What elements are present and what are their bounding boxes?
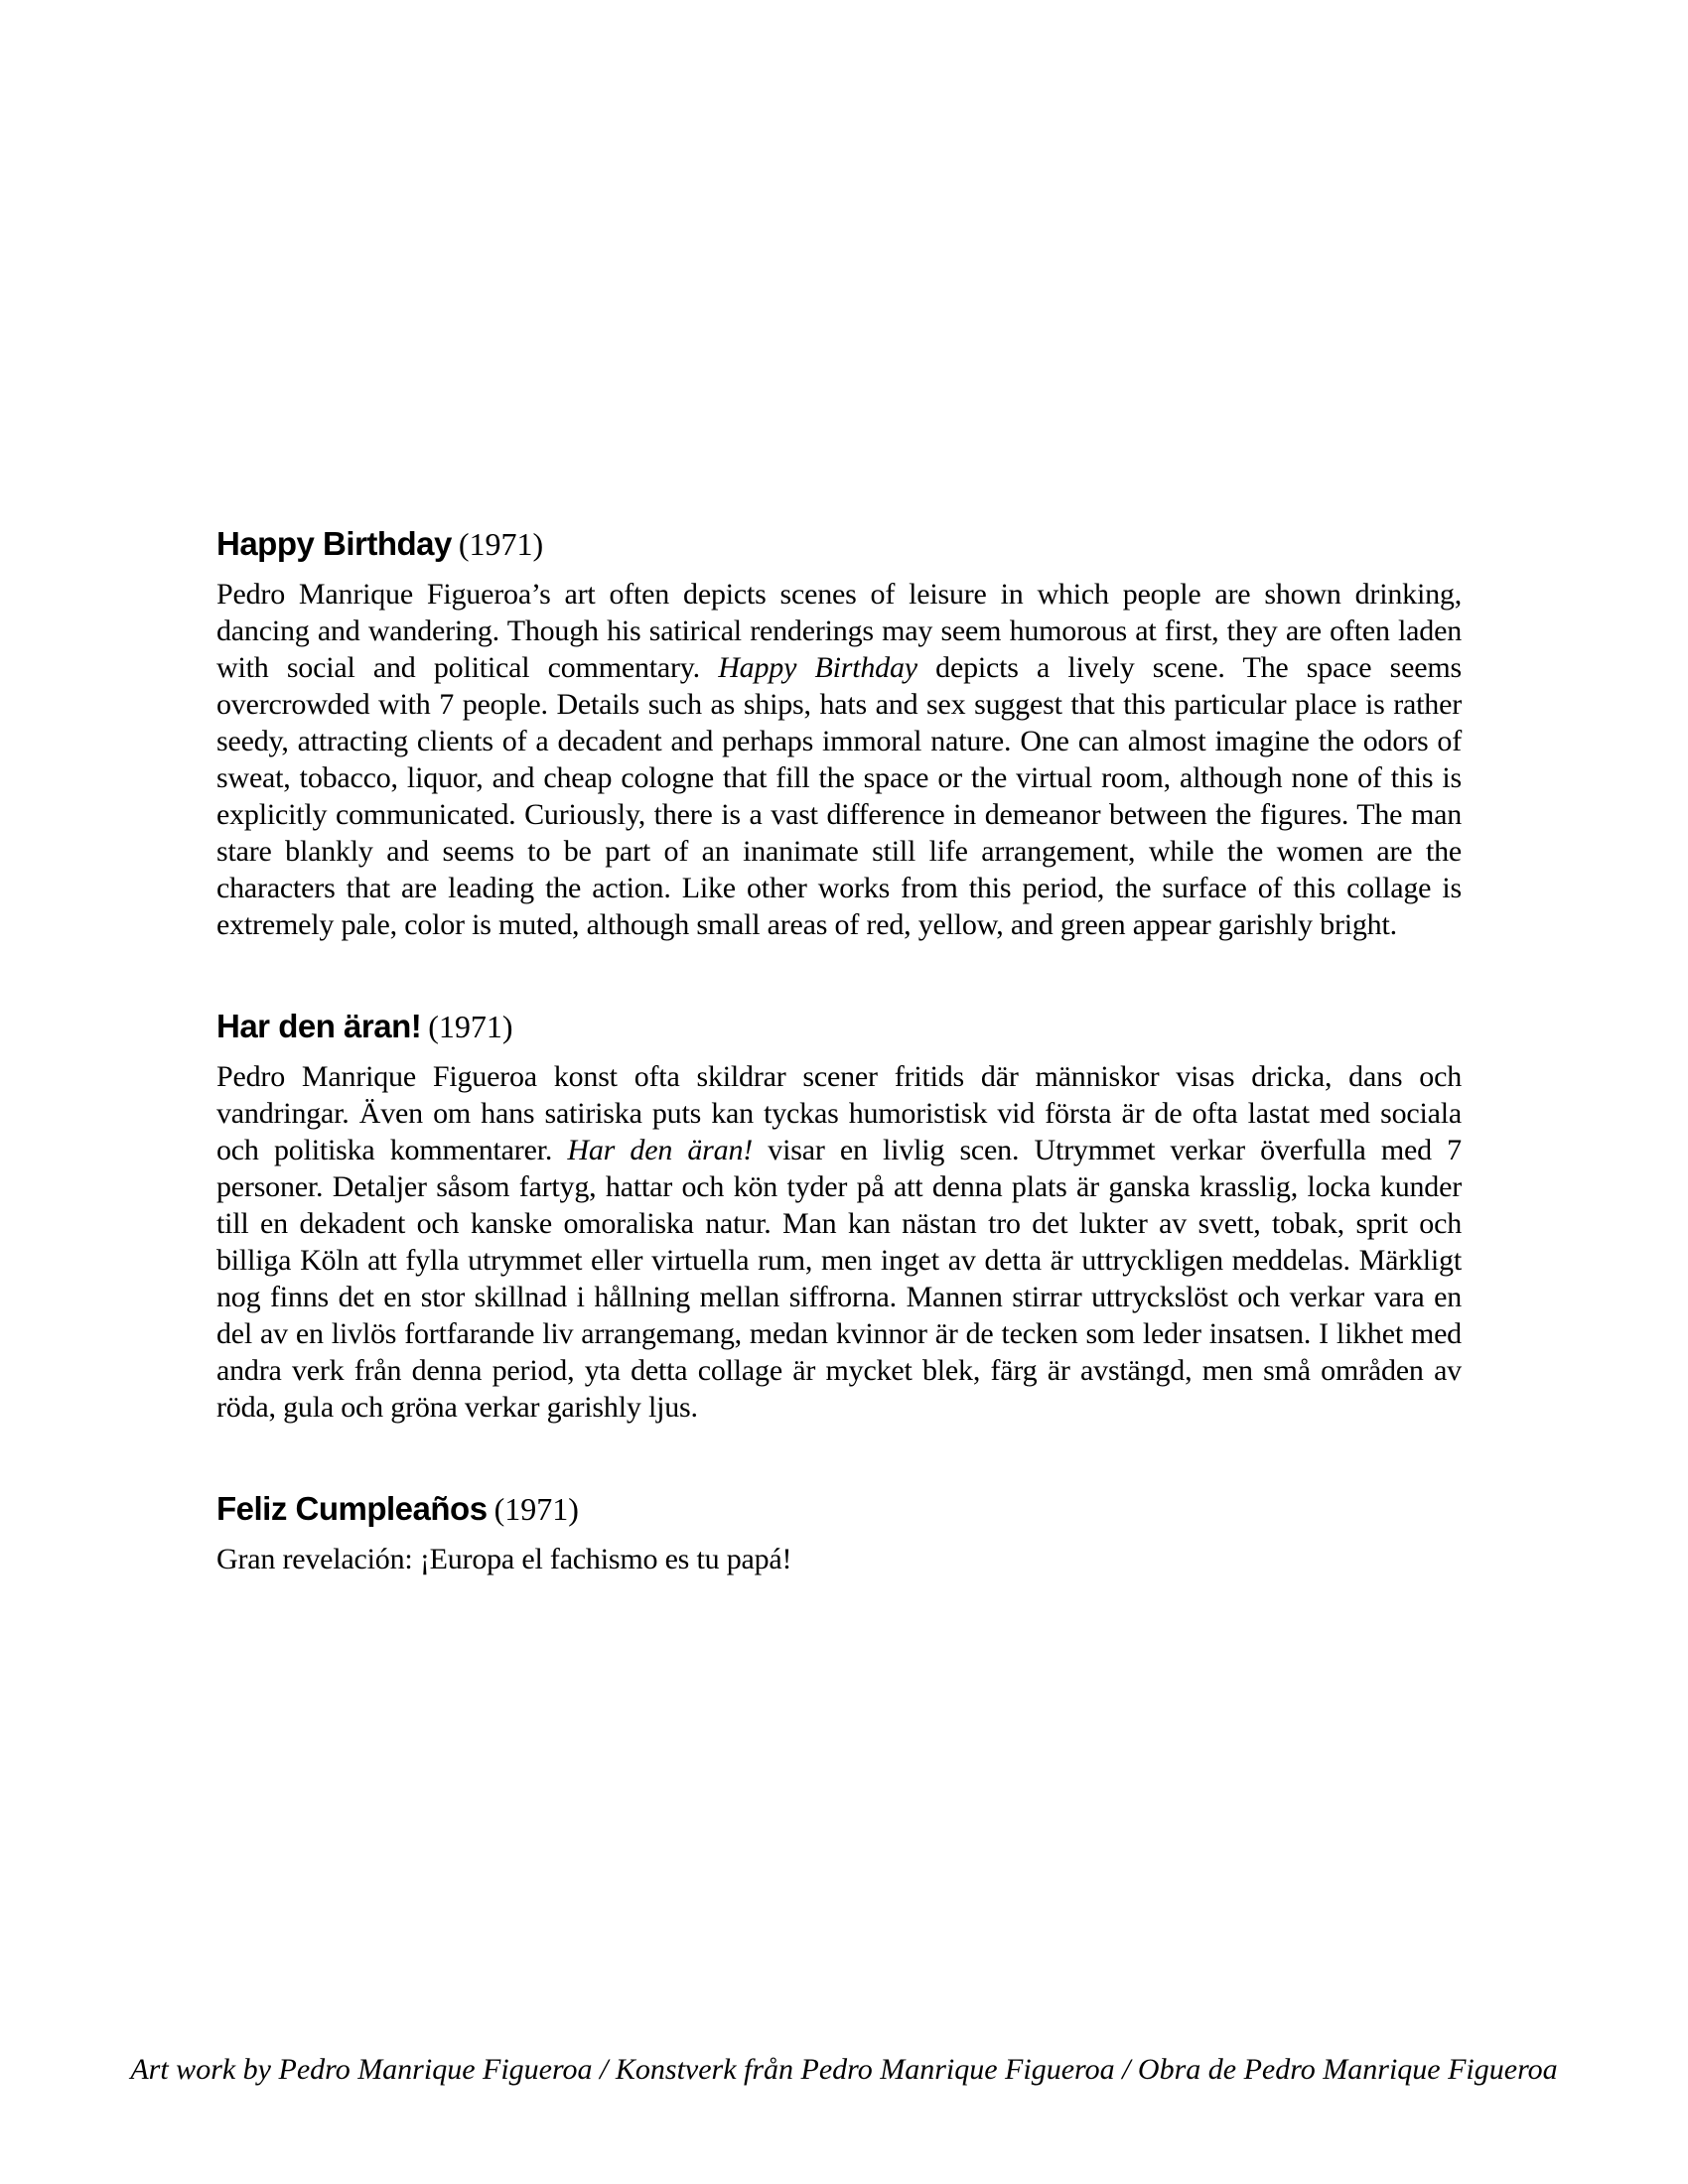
section-title: Feliz Cumpleaños bbox=[216, 1490, 488, 1527]
page-content bbox=[216, 524, 1462, 1577]
paragraph-text-after: visar en livlig scen. Utrymmet verkar överfulla med 7 personer. Detaljer såsom fartyg, hattar och kön tyder på att denna plats är ganska krasslig, locka kunder till en dekadent och kanske omoraliska natur. Man kan nästan tro det lukter av svett, tobak, sprit och billiga Köln att fylla utrymmet eller virtuella rum, men inget av detta är uttryckligen meddelas. Märkligt nog finns det en stor skillnad i hållning mellan siffrorna. Mannen stirrar uttryckslöst och verkar vara en del av en livlös fortfarande liv arrangemang, medan kvinnor är de tecken som leder insatsen. I likhet med andra verk från denna period, yta detta collage är mycket blek, färg är avstängd, men små områden av röda, gula och gröna verkar garishly ljus. bbox=[216, 1134, 1462, 1424]
section-title: Happy Birthday bbox=[216, 525, 452, 562]
paragraph-text-before: Pedro Manrique Figueroa’s art often depicts scenes of leisure in which people are shown drinking, dancing and wandering. Though his satirical renderings may seem humorous at first, they are often laden with social and political commentary. bbox=[216, 578, 1462, 684]
footer-artwork-credit: Art work by Pedro Manrique Figueroa / Konstverk från Pedro Manrique Figueroa / Obra de Pedro Manrique Figueroa bbox=[130, 2053, 1558, 2086]
paragraph-italic-title: Har den äran! bbox=[567, 1134, 754, 1166]
section-year: (1971) bbox=[428, 1009, 513, 1044]
section-happy-birthday bbox=[216, 524, 1462, 943]
section-paragraph bbox=[216, 1541, 1462, 1577]
section-heading bbox=[216, 1007, 1462, 1046]
section-paragraph bbox=[216, 1058, 1462, 1426]
paragraph-text-after: depicts a lively scene. The space seems overcrowded with 7 people. Details such as ships, hats and sex suggest that this particular place is rather seedy, attracting clients of a decadent and perhaps immoral nature. One can almost imagine the odors of sweat, tobacco, liquor, and cheap cologne that fill the space or the virtual room, although none of this is explicitly communicated. Curiously, there is a vast difference in demeanor between the figures. The man stare blankly and seems to be part of an inanimate still life arrangement, while the women are the characters that are leading the action. Like other works from this period, the surface of this collage is extremely pale, color is muted, although small areas of red, yellow, and green appear garishly bright. bbox=[216, 651, 1462, 941]
paragraph-italic-title: Happy Birthday bbox=[718, 651, 917, 684]
section-heading bbox=[216, 1489, 1462, 1529]
section-feliz-cumpleanos bbox=[216, 1489, 1462, 1577]
section-paragraph bbox=[216, 576, 1462, 943]
section-year: (1971) bbox=[458, 526, 544, 562]
section-har-den-aran bbox=[216, 1007, 1462, 1426]
paragraph-text-before: Pedro Manrique Figueroa konst ofta skildrar scener fritids där människor visas dricka, dans och vandringar. Även om hans satiriska puts kan tyckas humoristisk vid första är de ofta lastat med sociala och politiska kommentarer. bbox=[216, 1060, 1462, 1166]
paragraph-text-before: Gran revelación: ¡Europa el fachismo es tu papá! bbox=[216, 1543, 792, 1575]
section-year: (1971) bbox=[493, 1491, 579, 1527]
section-heading bbox=[216, 524, 1462, 564]
section-title: Har den äran! bbox=[216, 1008, 422, 1044]
